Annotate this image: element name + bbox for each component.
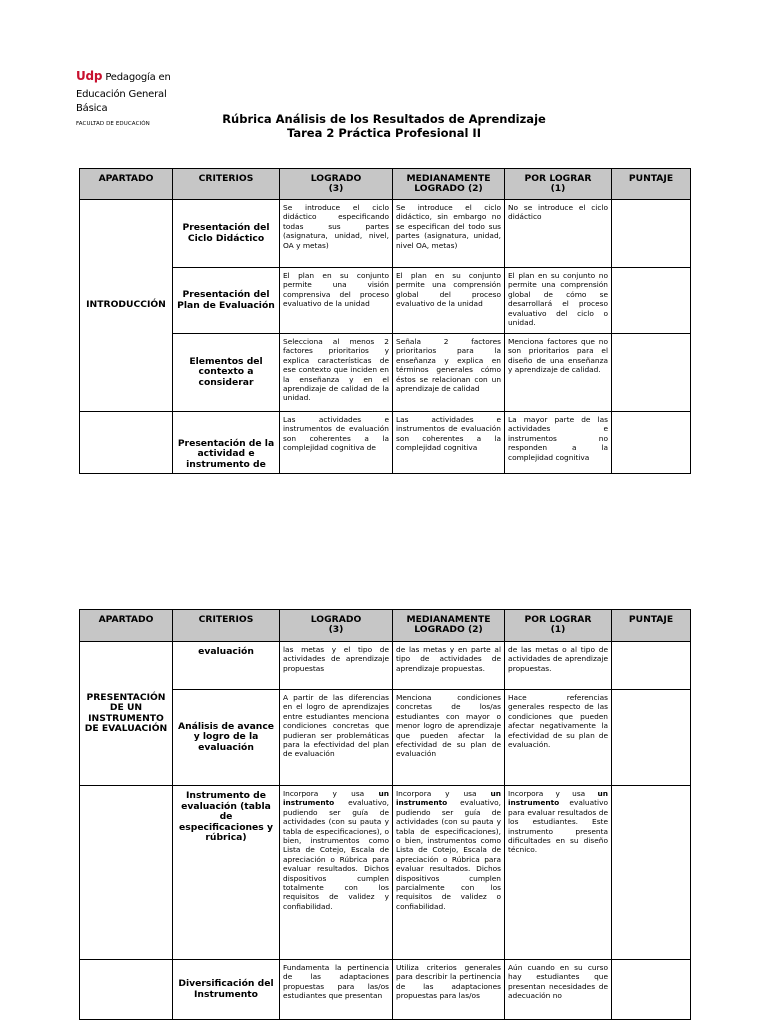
section-empty-cell [80,960,173,1020]
puntaje-cell [612,960,691,1020]
medianamente-cell: de las metas y en parte al tipo de actividades de aprendizaje propuestas. [393,642,505,690]
logo-brand: Udp [76,69,103,83]
title-line1: Rúbrica Análisis de los Resultados de Aprendizaje [222,112,546,126]
rubric-table-2 [79,609,691,1020]
medianamente-cell: Incorpora y usa un instrumento evaluativo, pudiendo ser guía de actividades (con su pauta y tabla de especificaciones), o bien, instrumentos como Lista de Cotejo, Escala de apreciación o Rúbrica para evaluar resultados. Dichos dispositivos cumplen parcialmente con los requisitos de validez o confiabilidad. [393,786,505,960]
header-logrado: LOGRADO (3) [280,610,393,642]
puntaje-cell [612,690,691,786]
puntaje-cell [612,268,691,334]
puntaje-cell [612,334,691,412]
medianamente-cell: Señala 2 factores prioritarios para la enseñanza y explica en términos generales cómo éstos se relacionan con un aprendizaje de calidad [393,334,505,412]
por-lograr-cell: El plan en su conjunto no permite una comprensión global de cómo se desarrollará el proceso evaluativo del ciclo o unidad. [505,268,612,334]
medianamente-cell: Utiliza criterios generales para describir la pertinencia de las adaptaciones propuestas para las/os [393,960,505,1020]
logrado-cell: El plan en su conjunto permite una visión comprensiva del proceso evaluativo de la unidad [280,268,393,334]
logrado-cell: las metas y el tipo de actividades de aprendizaje propuestas [280,642,393,690]
header-puntaje: PUNTAJE [612,610,691,642]
table-row [80,412,691,474]
por-lograr-cell: La mayor parte de las actividades e instrumentos no responden a la complejidad cognitiva [505,412,612,474]
header-por-lograr: POR LOGRAR (1) [505,169,612,200]
criterio-cell: Diversificación del Instrumento [173,960,280,1020]
criterio-cell: Instrumento de evaluación (tabla de especificaciones y rúbrica) [173,786,280,960]
logrado-cell: A partir de las diferencias en el logro de aprendizajes entre estudiantes menciona condiciones concretas que pudieran ser problemáticas para la efectividad del plan de evaluación [280,690,393,786]
medianamente-cell: Las actividades e instrumentos de evaluación son coherentes a la complejidad cognitiva [393,412,505,474]
logrado-cell: Fundamenta la pertinencia de las adaptaciones propuestas para las/os estudiantes que presentan [280,960,393,1020]
section-introduccion: INTRODUCCIÓN [80,200,173,412]
header-por-lograr: POR LOGRAR (1) [505,610,612,642]
criterio-cell: Presentación de la actividad e instrumento de [173,412,280,474]
logrado-cell: Se introduce el ciclo didáctico especificando todas sus partes (asignatura, unidad, nivel, OA y metas) [280,200,393,268]
puntaje-cell [612,786,691,960]
medianamente-cell: El plan en su conjunto permite una comprensión global del proceso evaluativo de la unidad [393,268,505,334]
logo-line1: Pedagogía en [105,72,171,83]
header-medianamente: MEDIANAMENTE LOGRADO (2) [393,610,505,642]
logo-line2: Educación General Básica [76,89,167,114]
criterio-cell: Presentación del Ciclo Didáctico [173,200,280,268]
puntaje-cell [612,642,691,690]
table-row [80,786,691,960]
criterio-cell: Presentación del Plan de Evaluación [173,268,280,334]
section-empty-cell [80,412,173,474]
logrado-cell: Las actividades e instrumentos de evaluación son coherentes a la complejidad cognitiva de [280,412,393,474]
header-apartado: APARTADO [80,169,173,200]
header-logrado: LOGRADO (3) [280,169,393,200]
medianamente-cell: Menciona condiciones concretas de los/as estudiantes con mayor o menor logro de aprendizaje que pueden afectar la efectividad de su plan de evaluación [393,690,505,786]
por-lograr-cell: Menciona factores que no son prioritarios para el diseño de una enseñanza y aprendizaje de calidad. [505,334,612,412]
por-lograr-cell: No se introduce el ciclo didáctico [505,200,612,268]
header-criterios: CRITERIOS [173,169,280,200]
header-apartado: APARTADO [80,610,173,642]
por-lograr-cell: de las metas o al tipo de actividades de aprendizaje propuestas. [505,642,612,690]
puntaje-cell [612,200,691,268]
medianamente-cell: Se introduce el ciclo didáctico, sin embargo no se especifican del todo sus partes (asignatura, unidad, nivel OA, metas) [393,200,505,268]
document-title [0,112,768,140]
table-row [80,642,691,690]
logrado-cell: Selecciona al menos 2 factores prioritarios y explica características de ese contexto que inciden en la enseñanza y en el aprendizaje de calidad de la unidad. [280,334,393,412]
por-lograr-cell: Hace referencias generales respecto de las condiciones que pueden afectar negativamente la efectividad de su plan de evaluación. [505,690,612,786]
logrado-cell: Incorpora y usa un instrumento evaluativo, pudiendo ser guía de actividades (con su pauta y tabla de especificaciones), o bien, instrumentos como Lista de Cotejo, Escala de apreciación o Rúbrica para evaluar resultados. Dichos dispositivos cumplen totalmente con los requisitos de validez y confiabilidad. [280,786,393,960]
header-medianamente: MEDIANAMENTE LOGRADO (2) [393,169,505,200]
rubric-table-1 [79,168,691,474]
table-row [80,960,691,1020]
por-lograr-cell: Incorpora y usa un instrumento evaluativo para evaluar resultados de los estudiantes. Este instrumento presenta dificultades en su diseño técnico. [505,786,612,960]
header-criterios: CRITERIOS [173,610,280,642]
criterio-cell: Análisis de avance y logro de la evaluación [173,690,280,786]
criterio-cell: Elementos del contexto a considerar [173,334,280,412]
header-puntaje: PUNTAJE [612,169,691,200]
section-empty-cell [80,786,173,960]
por-lograr-cell: Aún cuando en su curso hay estudiantes que presentan necesidades de adecuación no [505,960,612,1020]
table-row [80,200,691,268]
table-header-row [80,169,691,200]
logo-line3: FACULTAD DE EDUCACIÓN [76,121,150,127]
criterio-cell: evaluación [173,642,280,690]
puntaje-cell [612,412,691,474]
table-header-row [80,610,691,642]
section-presentacion-instrumento: PRESENTACIÓN DE UN INSTRUMENTO DE EVALUACIÓN [80,642,173,786]
title-line2: Tarea 2 Práctica Profesional II [286,126,481,140]
